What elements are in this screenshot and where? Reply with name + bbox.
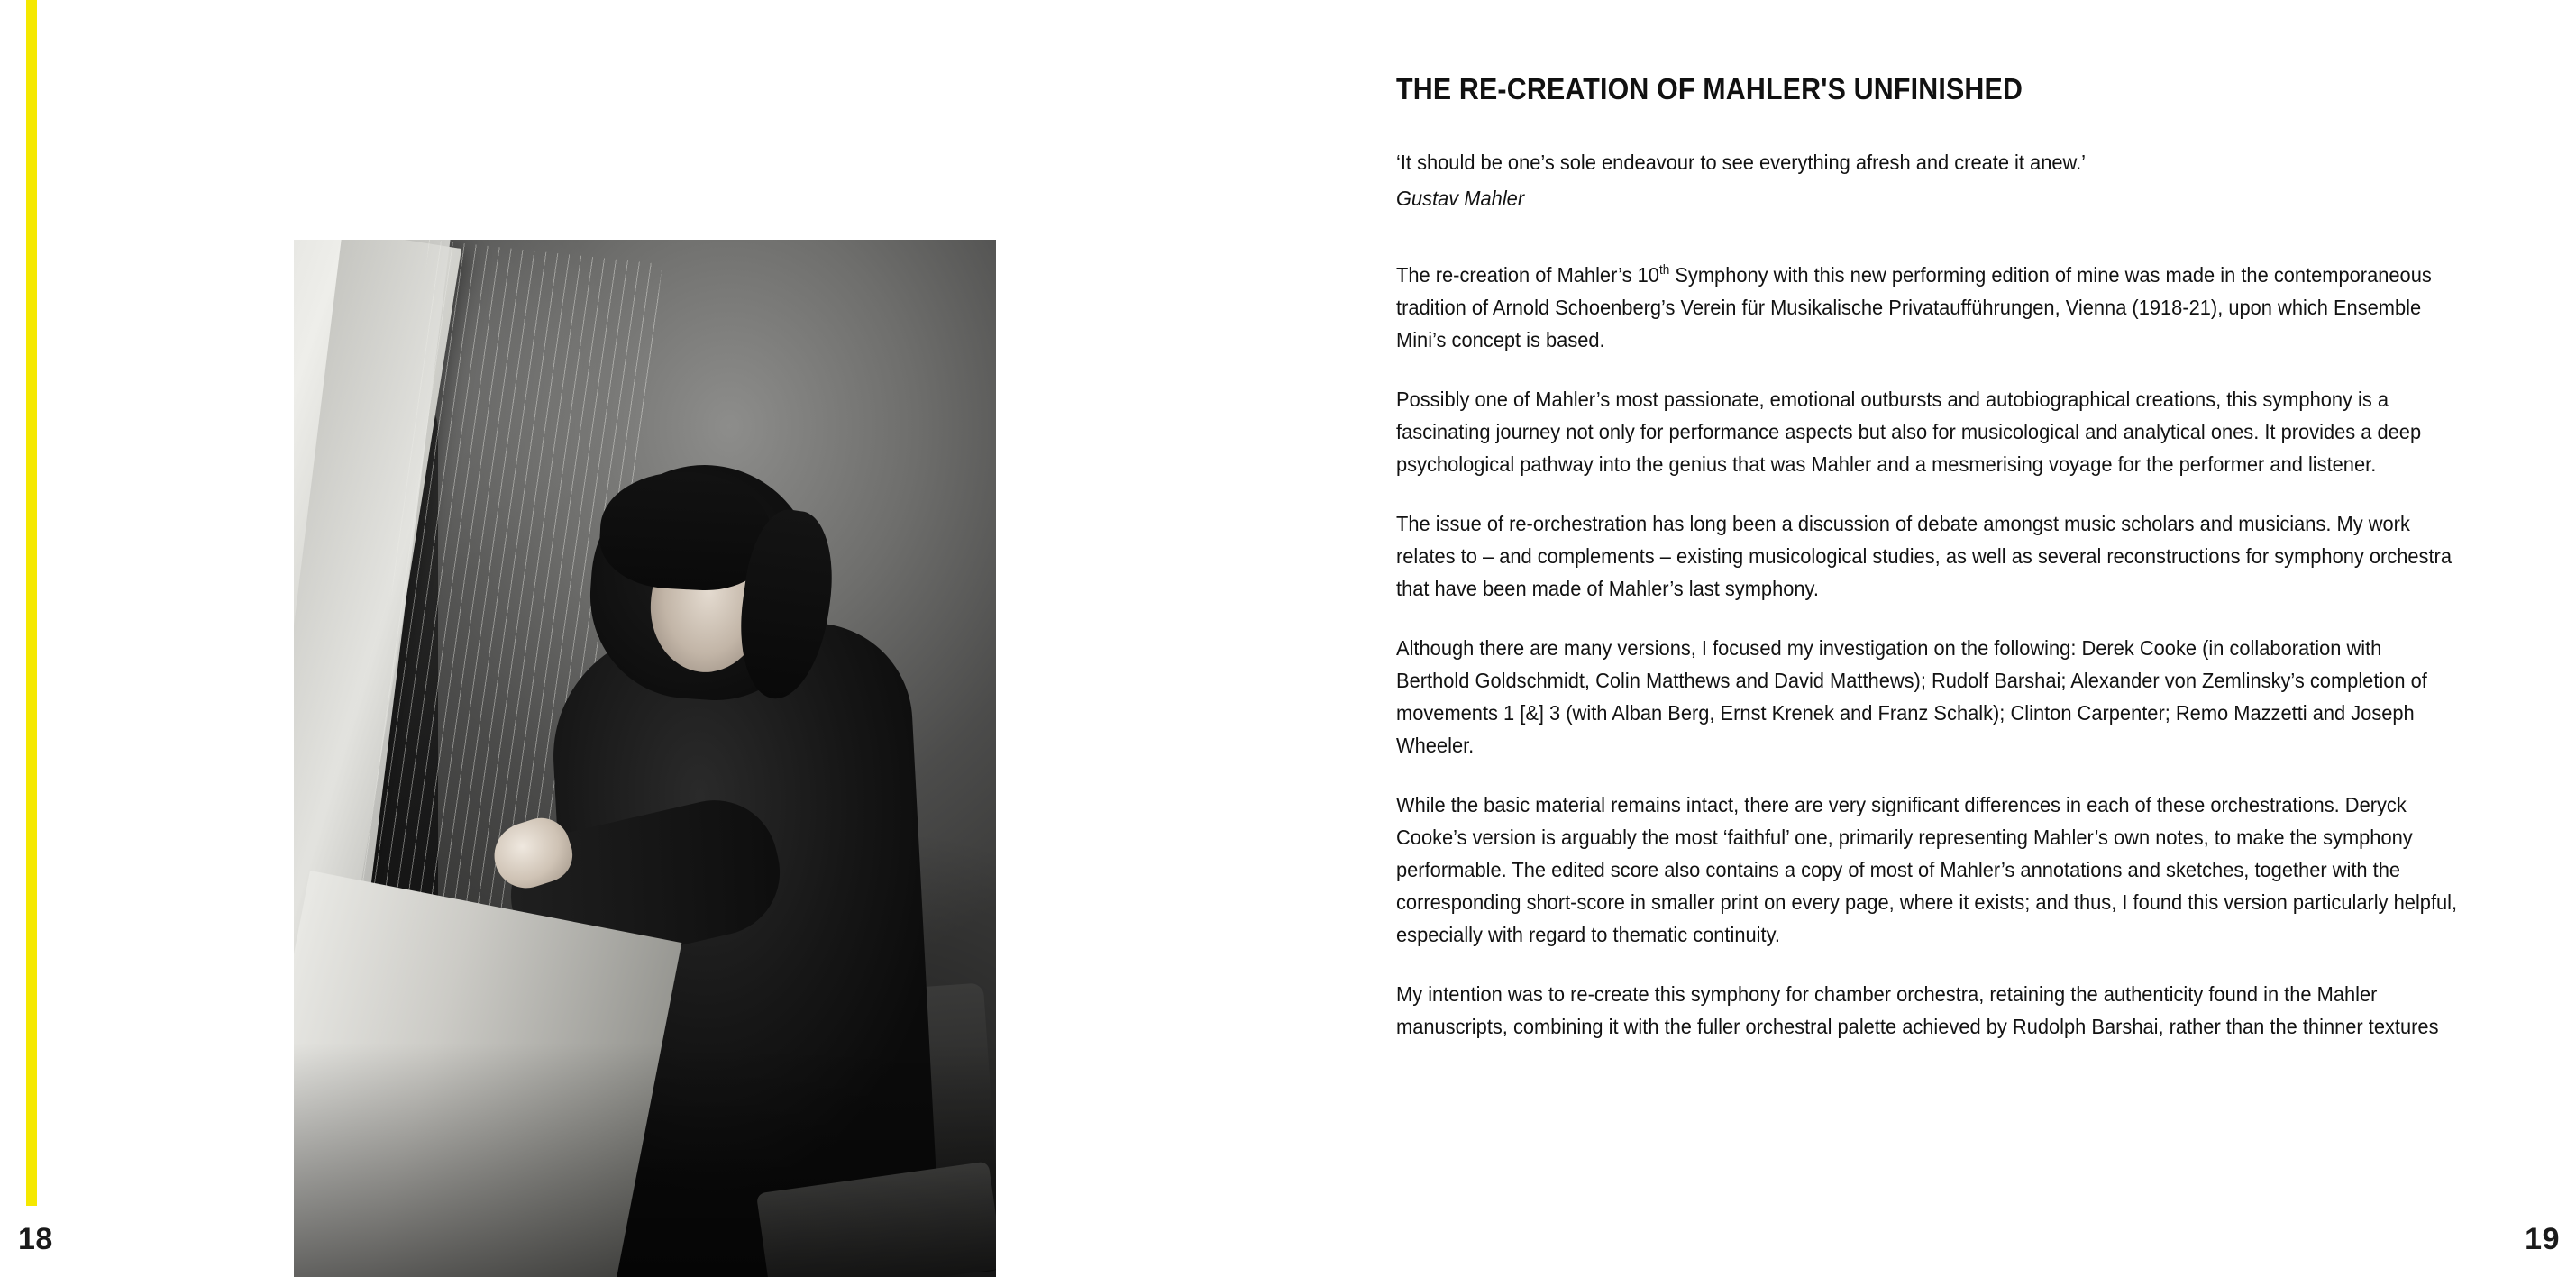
accent-bar bbox=[26, 0, 37, 1206]
page-number-left: 18 bbox=[18, 1222, 53, 1256]
ordinal-superscript: th bbox=[1658, 263, 1670, 278]
paragraph-1-text-before-superscript: The re-creation of Mahler’s 10 bbox=[1396, 262, 1659, 287]
paragraph-1-text-after-superscript: Symphony with this new performing edition of mine was made in the contemporaneous tradition of Arnold Schoenberg’s Verein für Musikalische Privataufführungen, Vienna (1918-21), upon which Ensemble Mini’s concept is based. bbox=[1396, 262, 2432, 351]
paragraph-2: Possibly one of Mahler’s most passionate, emotional outbursts and autobiographical creations, this symphony is a fascinating journey not only for performance aspects but also for musicological and analytical ones. It provides a deep psychological pathway into the genius that was Mahler and a mesmerising voyage for the performer and listener. bbox=[1396, 387, 2422, 476]
page-number-right: 19 bbox=[2525, 1222, 2560, 1256]
paragraph-1 bbox=[1396, 254, 2460, 356]
paragraph-4: Although there are many versions, I focused my investigation on the following: Derek Cooke (in collaboration with Berthold Goldschmidt, Colin Matthews and David Matthews); Rudolf Barshai; Alexander von Zemlinsky’s completion of movements 1 [&] 3 (with Alban Berg, Ernst Krenek and Franz Schalk); Clinton Carpenter; Remo Mazzetti and Joseph Wheeler. bbox=[1396, 635, 2427, 757]
paragraph-3: The issue of re-orchestration has long been a discussion of debate amongst music scholars and musicians. My work relates to – and complements – existing musicological studies, as well as several reconstructions for symphony orchestra that have been made of Mahler’s last symphony. bbox=[1396, 511, 2453, 600]
page-title: THE RE-CREATION OF MAHLER'S UNFINISHED bbox=[1396, 72, 2023, 105]
paragraph-5: While the basic material remains intact, there are very significant differences in each of these orchestrations. Deryck Cooke’s version is arguably the most ‘faithful’ one, primarily representing Mahler’s own notes, to make the symphony performable. The edited score also contains a copy of most of Mahler’s annotations and sketches, together with the corresponding short-score in smaller print on every page, where it exists; and thus, I found this version particularly helpful, especially with regard to thematic continuity. bbox=[1396, 792, 2458, 946]
harpist-photograph bbox=[294, 240, 996, 1277]
quote-attribution: Gustav Mahler bbox=[1396, 187, 1525, 210]
right-page bbox=[1288, 0, 2576, 1277]
paragraph-6: My intention was to re-create this symphony for chamber orchestra, retaining the authenticity found in the Mahler manuscripts, combining it with the fuller orchestral palette achieved by Rudolph Barshai, rather than the thinner textures bbox=[1396, 981, 2439, 1038]
pull-quote: ‘It should be one’s sole endeavour to see everything afresh and create it anew.’ bbox=[1396, 151, 2087, 174]
photo-vignette bbox=[294, 1043, 996, 1277]
article-body bbox=[1396, 72, 2460, 1070]
